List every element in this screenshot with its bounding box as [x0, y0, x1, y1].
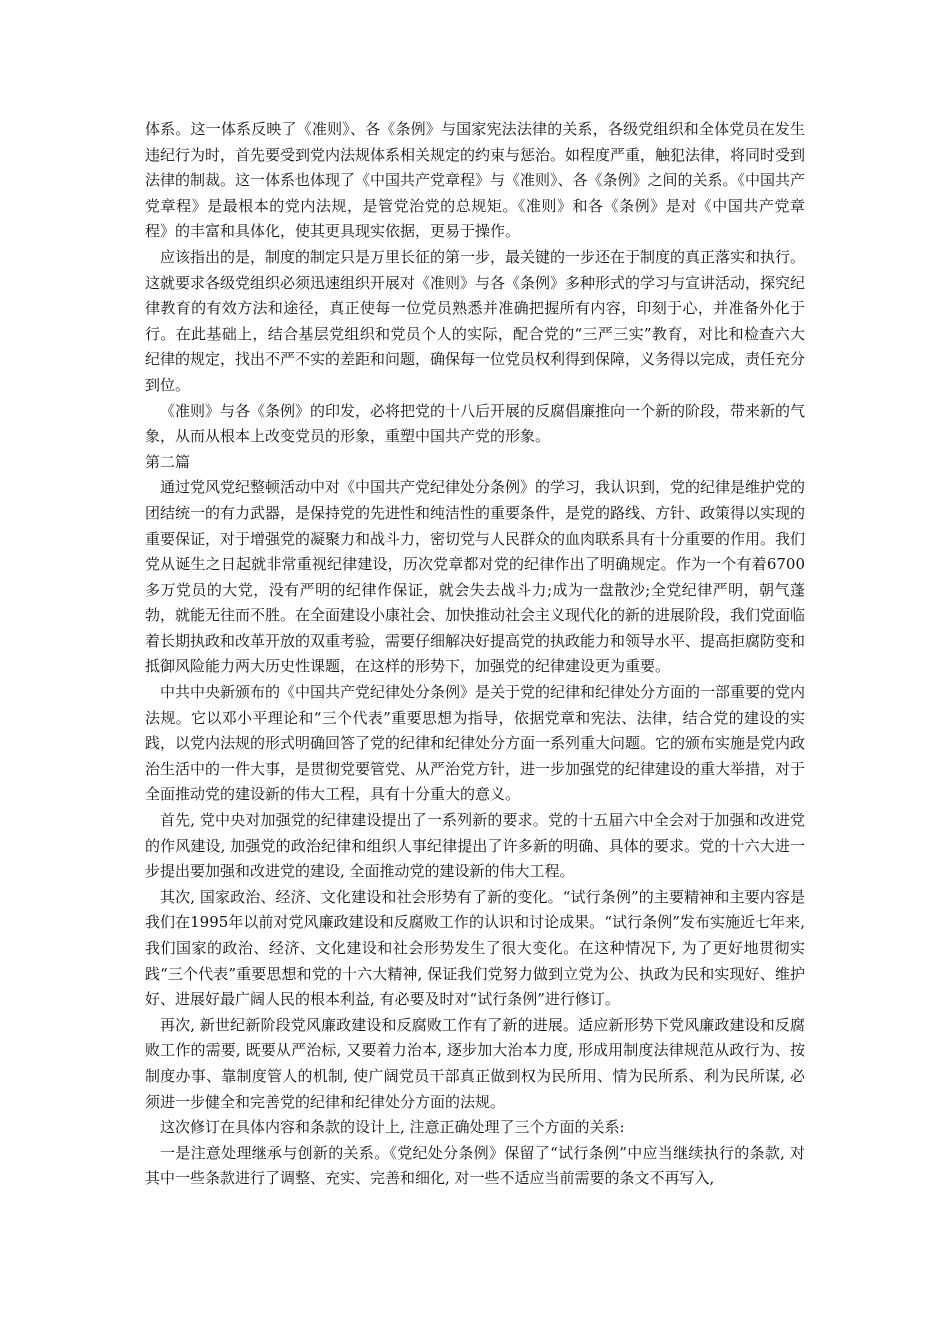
paragraph: 《准则》与各《条例》的印发，必将把党的十八后开展的反腐倡廉推向一个新的阶段，带来新的气象，从而从根本上改变党员的形象，重塑中国共产党的形象。	[145, 401, 806, 446]
section-heading: 第二篇	[145, 452, 191, 471]
paragraph: 通过党风党纪整顿活动中对《中国共产党纪律处分条例》的学习，我认识到，党的纪律是维护党的团结统一的有力武器，是保持党的先进性和纯洁性的重要条件，是党的路线、方针、政策得以实现的重要保证，对于增强党的凝聚力和战斗力，密切党与人民群众的血肉联系具有十分重要的作用。我们党从诞生之日起就非常重视纪律建设，历次党章都对党的纪律作出了明确规定。作为一个有着6700多万党员的大党，没有严明的纪律作保证，就会失去战斗力;成为一盘散沙;全党纪律严明，朝气蓬勃，就能无往而不胜。在全面建设小康社会、加快推动社会主义现代化的新的进展阶段，我们党面临着长期执政和改革开放的双重考验，需要仔细解决好提高党的执政能力和领导水平、提高拒腐防变和抵御风险能力两大历史性课题，在这样的形势下，加强党的纪律建设更为重要。	[145, 478, 806, 676]
paragraph: 其次, 国家政治、经济、文化建设和社会形势有了新的变化。“试行条例”的主要精神和主要内容是我们在1995年以前对党风廉政建设和反腐败工作的认识和讨论成果。“试行条例”发布实施近七年来, 我们国家的政治、经济、文化建设和社会形势发生了很大变化。在这种情况下, 为了更好地贯彻实践“三个代表”重要思想和党的十六大精神, 保证我们党努力做到立党为公、执政为民和实现好、维护好、进展好最广阔人民的根本利益, 有必要及时对“试行条例”进行修订。	[145, 887, 805, 1009]
paragraph: 首先, 党中央对加强党的纪律建设提出了一系列新的要求。党的十五届六中全会对于加强和改进党的作风建设, 加强党的政治纪律和组织人事纪律提出了许多新的明确、具体的要求。党的十六大进一步提出要加强和改进党的建设, 全面推动党的建设新的伟大工程。	[145, 811, 805, 881]
paragraph: 应该指出的是，制度的制定只是万里长征的第一步，最关键的一步还在于制度的真正落实和执行。这就要求各级党组织必须迅速组织开展对《准则》与各《条例》多种形式的学习与宣讲活动，探究纪律教育的有效方法和途径，真正使每一位党员熟悉并准确把握所有内容，印刻于心，并准备外化于行。在此基础上，结合基层党组织和党员个人的实际，配合党的“三严三实”教育，对比和检查六大纪律的规定，找出不严不实的差距和问题，确保每一位党员权利得到保障，义务得以完成，责任充分到位。	[145, 247, 806, 394]
document-page	[145, 117, 805, 1192]
paragraph: 中共中央新颁布的《中国共产党纪律处分条例》是关于党的纪律和纪律处分方面的一部重要的党内法规。它以邓小平理论和“三个代表”重要思想为指导，依据党章和宪法、法律，结合党的建设的实践，以党内法规的形式明确回答了党的纪律和纪律处分方面一系列重大问题。它的颁布实施是党内政治生活中的一件大事，是贯彻党要管党、从严治党方针，进一步加强党的纪律建设的重大举措，对于全面推动党的建设新的伟大工程，具有十分重大的意义。	[145, 683, 806, 804]
paragraph: 体系。这一体系反映了《准则》、各《条例》与国家宪法法律的关系，各级党组织和全体党员在发生违纪行为时，首先要受到党内法规体系相关规定的约束与惩治。如程度严重，触犯法律，将同时受到法律的制裁。这一体系也体现了《中国共产党章程》与《准则》、各《条例》之间的关系。《中国共产党章程》是最根本的党内法规，是管党治党的总规矩。《准则》和各《条例》是对《中国共产党章程》的丰富和具体化，使其更具现实依据，更易于操作。	[145, 120, 806, 241]
paragraph: 一是注意处理继承与创新的关系。《党纪处分条例》保留了“试行条例”中应当继续执行的条款, 对其中一些条款进行了调整、充实、完善和细化, 对一些不适应当前需要的条文不再写入,	[145, 1143, 805, 1188]
paragraph: 再次, 新世纪新阶段党风廉政建设和反腐败工作有了新的进展。适应新形势下党风廉政建设和反腐败工作的需要, 既要从严治标, 又要着力治本, 逐步加大治本力度, 形成用制度法律规范从政行为、按制度办事、靠制度管人的机制, 使广阔党员干部真正做到权为民所用、情为民所系、利为民所谋, 必须进一步健全和完善党的纪律和纪律处分方面的法规。	[145, 1015, 805, 1111]
paragraph: 这次修订在具体内容和条款的设计上, 注意正确处理了三个方面的关系:	[160, 1118, 625, 1137]
